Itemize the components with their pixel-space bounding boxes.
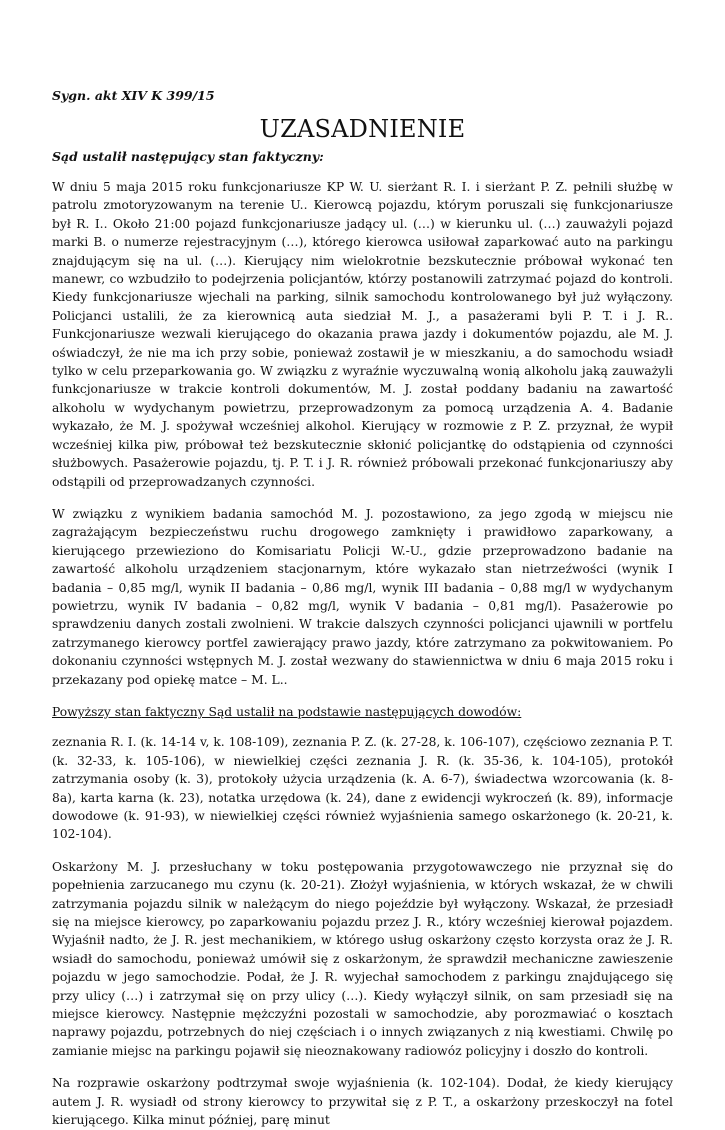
paragraph-test-results: W związku z wynikiem badania samochód M. J. pozostawiono, za jego zgodą w miejscu nie zagrażającym bezpieczeństwu ruchu drogowego zamknięty i prawidłowo zaparkowany, a kierującego przewieziono do Komisariatu Policji W.-U., gdzie przeprowadzono badanie na zawartość alkoholu urządzeniem stacjonarnym, które wykazało stan nietrzeźwości (wynik I badania – 0,85 mg/l, wynik II badania – 0,86 mg/l, wynik III badania – 0,88 mg/l w wydychanym powietrzu, wynik IV badania – 0,82 mg/l, wynik V badania – 0,81 mg/l). Pasażerowie po sprawdzeniu danych zostali zwolnieni. W trakcie dalszych czynności policjanci ujawnili w portfelu zatrzymanego kierowcy portfel zawierający prawo jazdy, które zatrzymano za pokwitowaniem. Po dokonaniu czynności wstępnych M. J. został wezwany do stawiennictwa w dniu 6 maja 2015 roku i przekazany pod opiekę matce – M. L..: [52, 506, 673, 687]
paragraph-defendant-statement: Oskarżony M. J. przesłuchany w toku postępowania przygotowawczego nie przyznał się do popełnienia zarzucanego mu czynu (k. 20-21). Złożył wyjaśnienia, w których wskazał, że w chwili zatrzymania pojazdu silnik w należącym do niego pojeździe był wyłączony. Wskazał, że przesiadł się na miejsce kierowcy, po zaparkowaniu pojazdu przez J. R., który wcześniej kierował pojazdem. Wyjaśnił nadto, że J. R. jest mechanikiem, w którego usług oskarżony często korzysta oraz że J. R. wsiadł do samochodu, ponieważ umówił się z oskarżonym, że sprawdził mechaniczne zawieszenie pojazdu w jego samochodzie. Podał, że J. R. wyjechał samochodem z parkingu znajdującego się przy ulicy (…) i zatrzymał się on przy ulicy (…). Kiedy wyłączył silnik, on sam przesiadł się na miejsce kierowcy. Następnie mężczyźni pozostali w samochodzie, aby porozmawiać o kosztach naprawy pojazdu, potrzebnych do niej częściach i o innych związanych z nią kwestiami. Chwilę po zamianie miejsc na parkingu pojawił się nieoznakowany radiowóz policyjny i doszło do kontroli.: [52, 859, 673, 1058]
evidence-heading: Powyższy stan faktyczny Sąd ustalił na podstawie następujących dowodów:: [52, 704, 522, 719]
document-title: UZASADNIENIE: [259, 115, 466, 143]
paragraph-trial-statement: Na rozprawie oskarżony podtrzymał swoje wyjaśnienia (k. 102-104). Dodał, że kiedy kierujący autem J. R. wysiadł od strony kierowcy to przywitał się z P. T., a oskarżony przeskoczył na fotel kierującego. Kilka minut później, parę minut: [52, 1076, 673, 1128]
paragraph-evidence-list: zeznania R. I. (k. 14-14 v, k. 108-109), zeznania P. Z. (k. 27-28, k. 106-107), częściowo zeznania P. T. (k. 32-33, k. 105-106), w niewielkiej części zeznania J. R. (k. 35-36, k. 104-105), protokół zatrzymania osoby (k. 3), protokoły użycia urządzenia (k. A. 6-7), świadectwa wzorcowania (k. 8-8a), karta karna (k. 23), notatka urzędowa (k. 24), dane z ewidencji wykroczeń (k. 89), informacje dowodowe (k. 91-93), w niewielkiej części również wyjaśnienia samego oskarżonego (k. 20-21, k. 102-104).: [52, 735, 673, 842]
case-signature: Sygn. akt XIV K 399/15: [52, 88, 215, 103]
section-heading: Sąd ustalił następujący stan faktyczny:: [52, 149, 324, 164]
paragraph-facts: W dniu 5 maja 2015 roku funkcjonariusze KP W. U. sierżant R. I. i sierżant P. Z. pełnili służbę w patrolu zmotoryzowanym na terenie U.. Kierowcą pojazdu, którym poruszali się funkcjonariusze był R. I.. Około 21:00 pojazd funkcjonariusze jadący ul. (…) w kierunku ul. (…) zauważyli pojazd marki B. o numerze rejestracyjnym (…), którego kierowca usiłował zaparkować auto na parkingu znajdującym się na ul. (…). Kierujący nim wielokrotnie bezskutecznie próbował wykonać ten manewr, co wzbudziło to podejrzenia policjantów, którzy postanowili zatrzymać pojazd do kontroli. Kiedy funkcjonariusze wjechali na parking, silnik samochodu kontrolowanego był już wyłączony. Policjanci ustalili, że za kierownicą auta siedział M. J., a pasażerami byli P. T. i J. R.. Funkcjonariusze wezwali kierującego do okazania prawa jazdy i dokumentów pojazdu, ale M. J. oświadczył, że nie ma ich przy sobie, ponieważ zostawił je w mieszkaniu, a do samochodu wsiadł tylko w celu przeparkowania go. W związku z wyraźnie wyczuwalną wonią alkoholu jaką zauważyli funkcjonariusze w trakcie kontroli dokumentów, M. J. został poddany badaniu na zawartość alkoholu w wydychanym powietrzu, przeprowadzonym za pomocą urządzenia A. 4. Badanie wykazało, że M. J. spożywał wcześniej alkohol. Kierujący w rozmowie z P. Z. przyznał, że wypił wcześniej kilka piw, próbował też bezskutecznie skłonić policjantkę do odstąpienia od czynności służbowych. Pasażerowie pojazdu, tj. P. T. i J. R. również próbowali przekonać funkcjonariuszy aby odstąpili od przeprowadzanych czynności.: [52, 180, 673, 489]
